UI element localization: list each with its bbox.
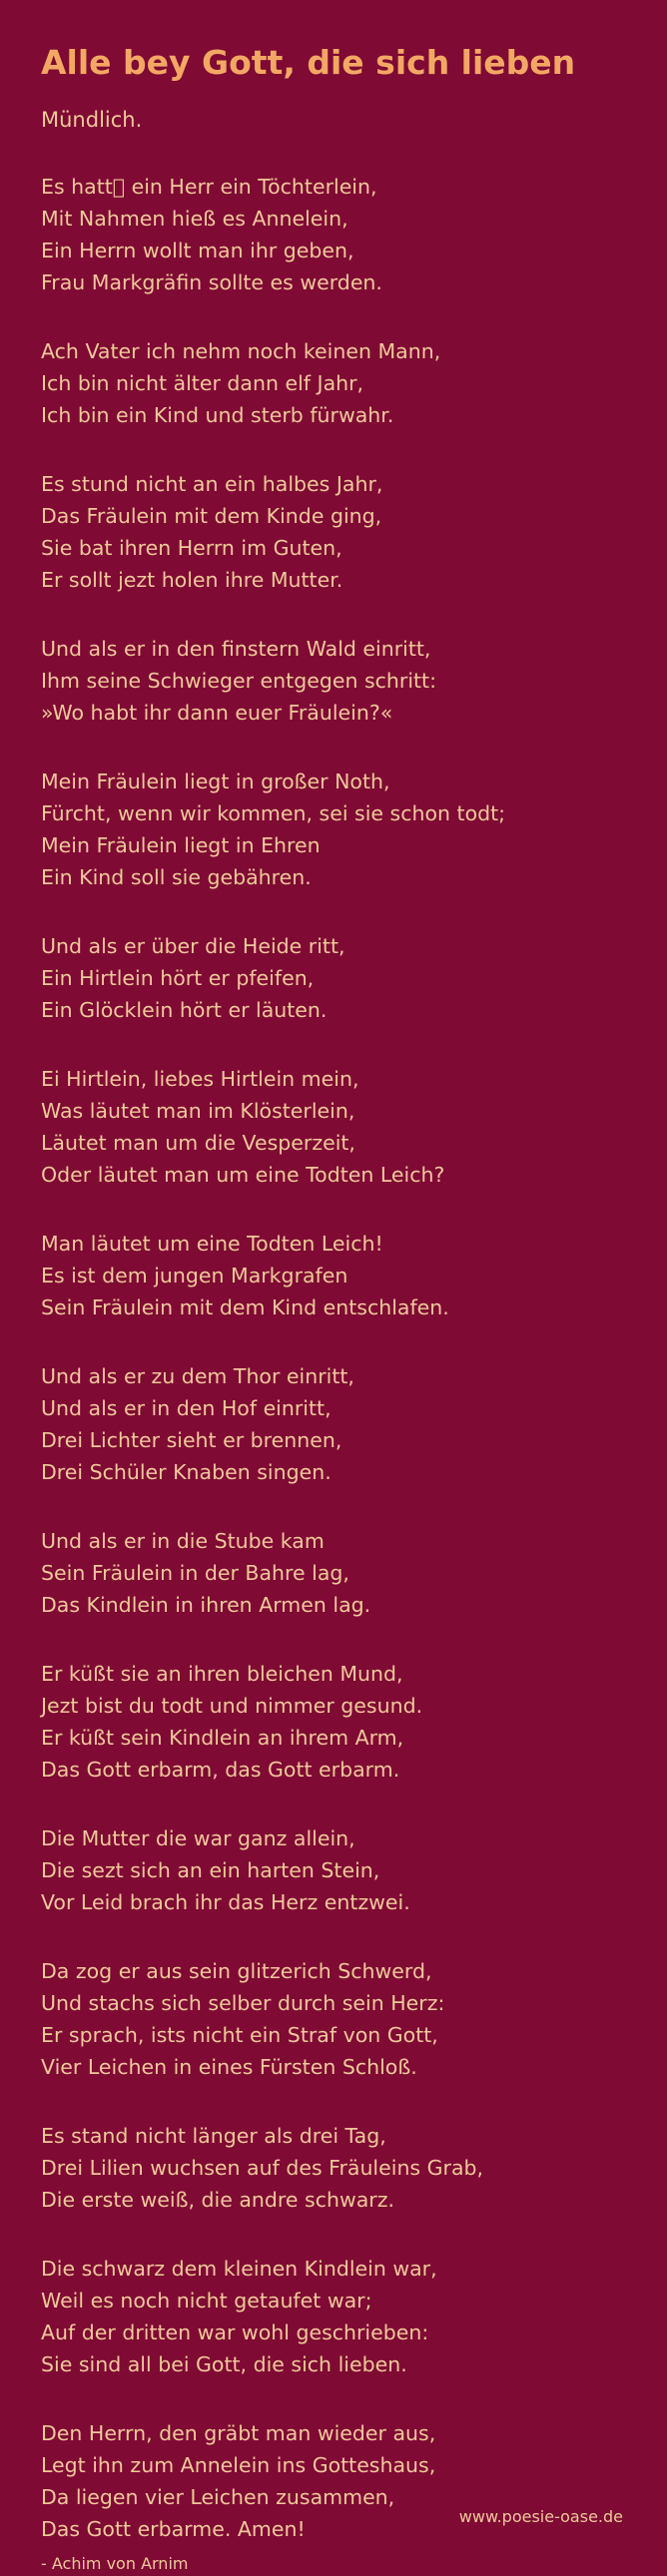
poem-line: Ein Hirtlein hört er pfeifen, <box>41 966 315 990</box>
poem-line: Das Kindlein in ihren Armen lag. <box>41 1593 371 1617</box>
poem-line: Drei Lichter sieht er brennen, <box>41 1428 342 1452</box>
poem-line: Oder läutet man um eine Todten Leich? <box>41 1163 445 1187</box>
poem-line: Es ist dem jungen Markgrafen <box>41 1264 348 1288</box>
poem-line: Und als er über die Heide ritt, <box>41 934 345 958</box>
poem-line: Ich bin ein Kind und sterb fürwahr. <box>41 403 394 427</box>
stanza <box>41 633 640 729</box>
poem-line: Drei Lilien wuchsen auf des Fräuleins Grab, <box>41 2156 484 2180</box>
poem-line: Man läutet um eine Todten Leich! <box>41 1232 383 1256</box>
stanza <box>41 1063 640 1191</box>
poem-line: Er sollt jezt holen ihre Mutter. <box>41 568 343 592</box>
poem-line: Ihm seine Schwieger entgegen schritt: <box>41 669 437 693</box>
poem-line: Das Fräulein mit dem Kinde ging, <box>41 504 382 528</box>
poem-line: Er küßt sie an ihren bleichen Mund, <box>41 1662 403 1686</box>
poem-line: Jezt bist du todt und nimmer gesund. <box>41 1694 423 1718</box>
poem-line: Legt ihn zum Annelein ins Gotteshaus, <box>41 2453 436 2477</box>
poem-line: Ei Hirtlein, liebes Hirtlein mein, <box>41 1067 359 1091</box>
poem-line: Er sprach, ists nicht ein Straf von Gott, <box>41 2023 438 2047</box>
poem-line: Die erste weiß, die andre schwarz. <box>41 2188 395 2212</box>
poem-line: Den Herrn, den gräbt man wieder aus, <box>41 2421 436 2445</box>
poem-line: Das Gott erbarme. Amen! <box>41 2517 306 2541</box>
poem-line: Und als er in den finstern Wald einritt, <box>41 637 431 661</box>
stanza <box>41 1525 640 1621</box>
stanza <box>41 1822 640 1918</box>
poem-line: Sie sind all bei Gott, die sich lieben. <box>41 2352 407 2376</box>
poem-line: Sein Fräulein in der Bahre lag, <box>41 1561 349 1585</box>
poem-line: Da liegen vier Leichen zusammen, <box>41 2485 395 2509</box>
poem-line: Und stachs sich selber durch sein Herz: <box>41 1991 445 2015</box>
poem-line: Mit Nahmen hieß es Annelein, <box>41 207 348 231</box>
poem-line: Er küßt sein Kindlein an ihrem Arm, <box>41 1726 404 1750</box>
poem-line: Die schwarz dem kleinen Kindlein war, <box>41 2257 437 2281</box>
poem-line: Die sezt sich an ein harten Stein, <box>41 1858 380 1882</box>
poem-line: Da zog er aus sein glitzerich Schwerd, <box>41 1959 432 1983</box>
poem-line: Läutet man um die Vesperzeit, <box>41 1131 355 1155</box>
poem-line: Fürcht, wenn wir kommen, sei sie schon todt; <box>41 801 506 825</box>
stanza <box>41 335 640 431</box>
poem-title: Alle bey Gott, die sich lieben <box>41 43 576 82</box>
stanza <box>41 766 640 893</box>
poem-line: Frau Markgräfin sollte es werden. <box>41 270 382 294</box>
stanza <box>41 2120 640 2216</box>
poem-line: Mein Fräulein liegt in großer Noth, <box>41 770 390 793</box>
poem-line: Auf der dritten war wohl geschrieben: <box>41 2320 429 2344</box>
stanza <box>41 2253 640 2380</box>
stanza <box>41 1955 640 2083</box>
website-watermark: www.poesie-oase.de <box>458 2507 623 2526</box>
poem-line: Was läutet man im Klösterlein, <box>41 1099 355 1123</box>
poem-line: Und als er in den Hof einritt, <box>41 1396 332 1420</box>
poem-line: Drei Schüler Knaben singen. <box>41 1460 332 1484</box>
poem-line: Das Gott erbarm, das Gott erbarm. <box>41 1758 400 1782</box>
stanza <box>41 1360 640 1488</box>
poem-body <box>41 171 640 2576</box>
poem-line: Vier Leichen in eines Fürsten Schloß. <box>41 2055 417 2079</box>
poem-line: Und als er in die Stube kam <box>41 1529 325 1553</box>
poem-line: Es stand nicht länger als drei Tag, <box>41 2124 386 2148</box>
stanza <box>41 930 640 1026</box>
poem-line: Und als er zu dem Thor einritt, <box>41 1364 354 1388</box>
stanza <box>41 468 640 596</box>
poem-line: Ach Vater ich nehm noch keinen Mann, <box>41 339 441 363</box>
poem-line: Ein Herrn wollt man ihr geben, <box>41 239 354 262</box>
poem-line: Weil es noch nicht getaufet war; <box>41 2289 372 2313</box>
poem-line: Sein Fräulein mit dem Kind entschlafen. <box>41 1295 449 1319</box>
stanza <box>41 1228 640 1323</box>
poem-line: Es hatt  ein Herr ein Töchterlein, <box>41 175 377 199</box>
poem-line: »Wo habt ihr dann euer Fräulein?« <box>41 701 393 725</box>
stanza <box>41 1658 640 1786</box>
poem-line: Ein Glöcklein hört er läuten. <box>41 998 328 1022</box>
stanza <box>41 171 640 298</box>
poem-line: Vor Leid brach ihr das Herz entzwei. <box>41 1890 410 1914</box>
poem-author: - Achim von Arnim <box>41 2554 189 2573</box>
poem-line: Sie bat ihren Herrn im Guten, <box>41 536 342 560</box>
poem-subtitle: Mündlich. <box>41 108 143 132</box>
poem-line: Es stund nicht an ein halbes Jahr, <box>41 472 383 496</box>
poem-line: Die Mutter die war ganz allein, <box>41 1826 355 1850</box>
poem-line: Ich bin nicht älter dann elf Jahr, <box>41 371 364 395</box>
poem-line: Ein Kind soll sie gebähren. <box>41 865 312 889</box>
poem-line: Mein Fräulein liegt in Ehren <box>41 833 321 857</box>
